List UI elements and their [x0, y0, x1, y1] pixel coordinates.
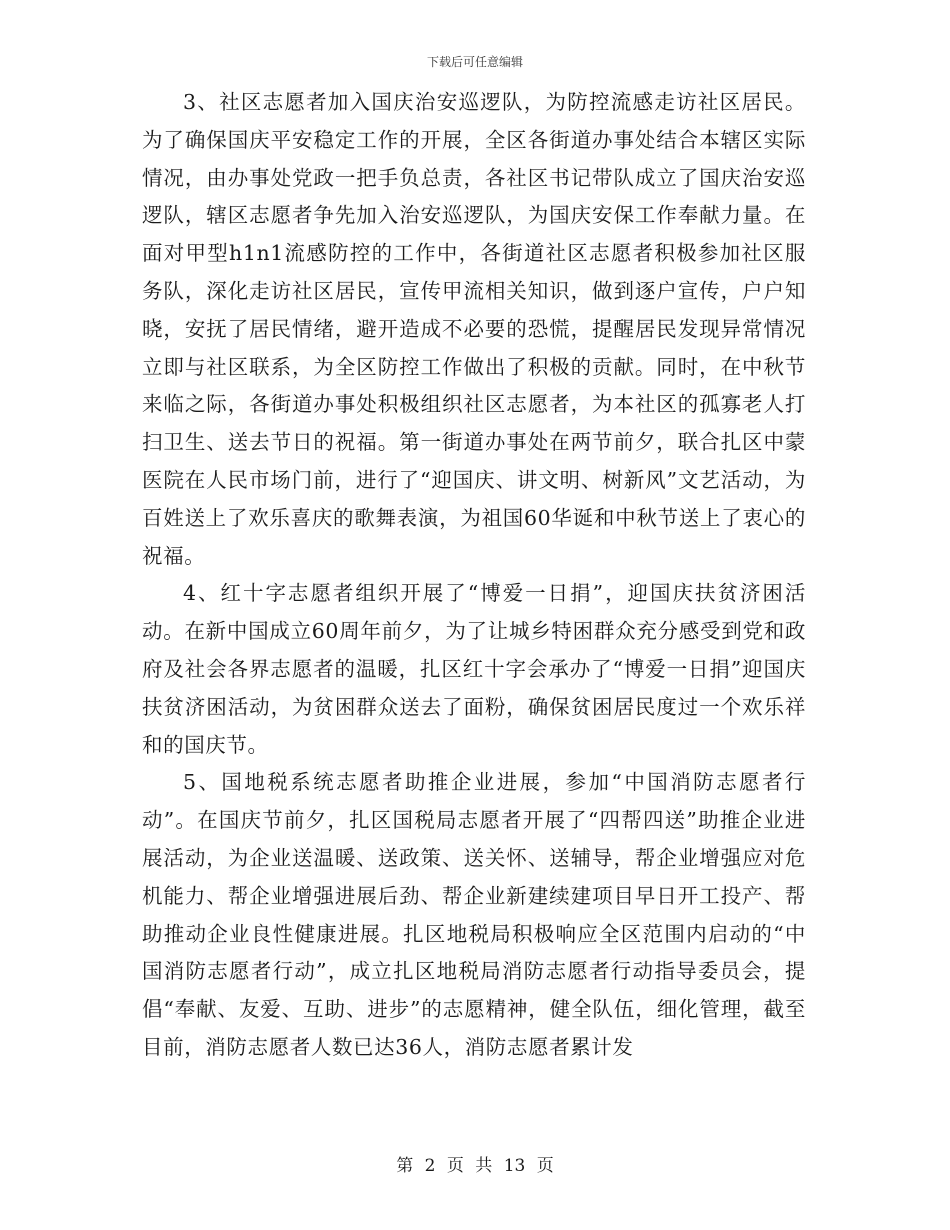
page-header: 下载后可任意编辑 [426, 55, 523, 69]
document-body [142, 84, 806, 1067]
paragraph-5-tax-volunteers: 5、国地税系统志愿者助推企业进展，参加“中国消防志愿者行动”。在国庆节前夕，扎区国税局志愿者开展了“四帮四送”助推企业进展活动，为企业送温暖、送政策、送关怀、送辅导，帮企业增强应对危机能力、帮企业增强进展后劲、帮企业新建续建项目早日开工投产、帮助推动企业良性健康进展。扎区地税局积极响应全区范围内启动的“中国消防志愿者行动”，成立扎区地税局消防志愿者行动指导委员会，提倡“奉献、友爱、互助、进步”的志愿精神，健全队伍，细化管理，截至目前，消防志愿者人数已达36人，消防志愿者累计发 [142, 770, 806, 1059]
page-number-footer: 第 2 页 共 13 页 [396, 1156, 554, 1176]
paragraph-3-community-volunteers: 3、社区志愿者加入国庆治安巡逻队，为防控流感走访社区居民。为了确保国庆平安稳定工作的开展，全区各街道办事处结合本辖区实际情况，由办事处党政一把手负总责，各社区书记带队成立了国庆治安巡逻队，辖区志愿者争先加入治安巡逻队，为国庆安保工作奉献力量。在面对甲型h1n1流感防控的工作中，各街道社区志愿者积极参加社区服务队，深化走访社区居民，宣传甲流相关知识，做到逐户宣传，户户知晓，安抚了居民情绪，避开造成不必要的恐慌，提醒居民发现异常情况立即与社区联系，为全区防控工作做出了积极的贡献。同时，在中秋节来临之际，各街道办事处积极组织社区志愿者，为本社区的孤寡老人打扫卫生、送去节日的祝福。第一街道办事处在两节前夕，联合扎区中蒙医院在人民市场门前，进行了“迎国庆、讲文明、树新风”文艺活动，为百姓送上了欢乐喜庆的歌舞表演，为祖国60华诞和中秋节送上了衷心的祝福。 [142, 90, 806, 568]
paragraph-4-red-cross-volunteers: 4、红十字志愿者组织开展了“博爱一日捐”，迎国庆扶贫济困活动。在新中国成立60周年前夕，为了让城乡特困群众充分感受到党和政府及社会各界志愿者的温暖，扎区红十字会承办了“博爱一日捐”迎国庆扶贫济困活动，为贫困群众送去了面粉，确保贫困居民度过一个欢乐祥和的国庆节。 [142, 581, 806, 757]
